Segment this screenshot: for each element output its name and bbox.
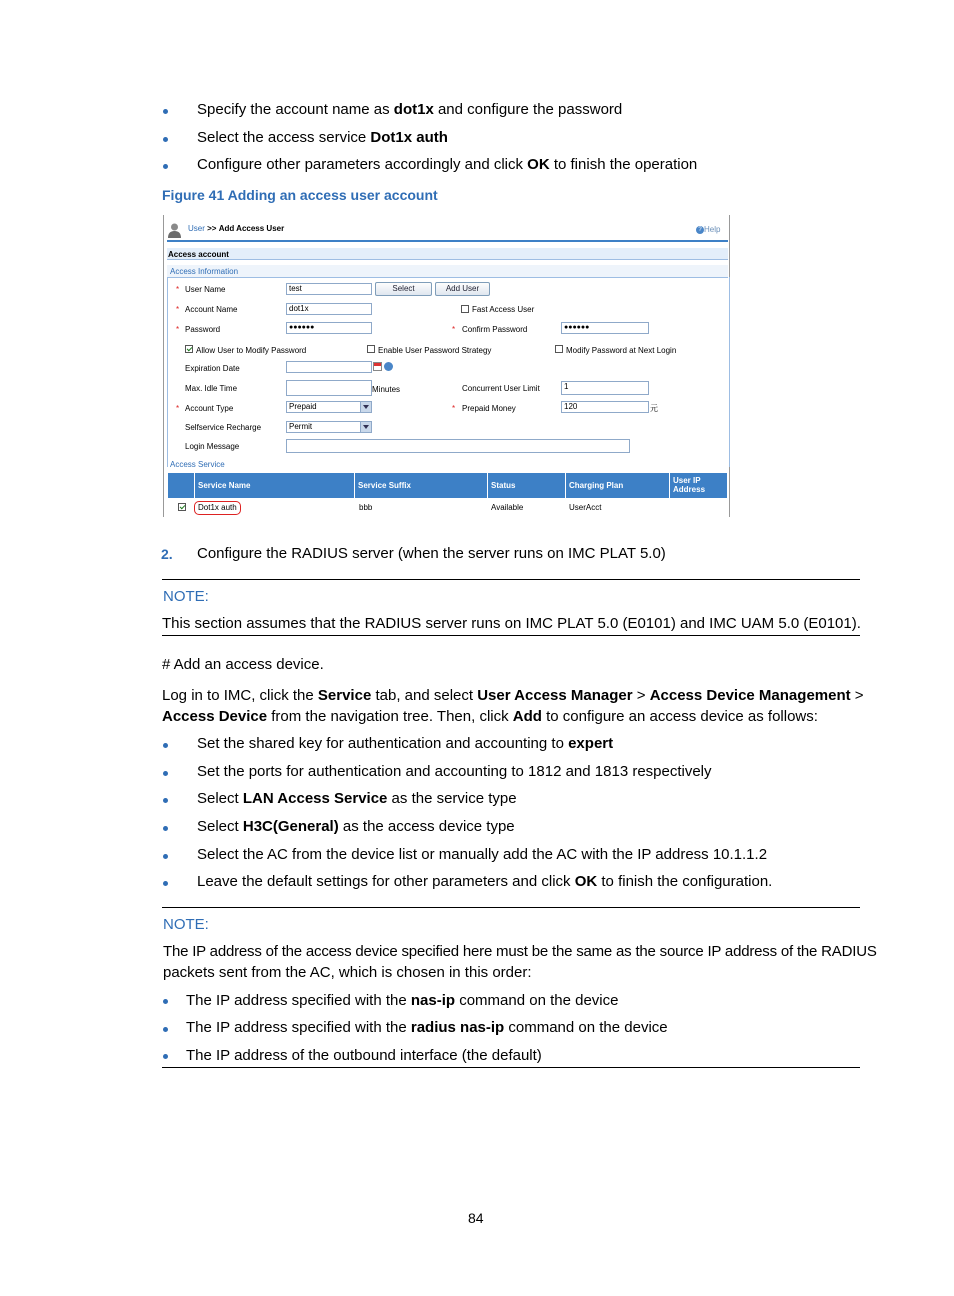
allow-modify-label: Allow User to Modify Password bbox=[196, 346, 307, 355]
divider bbox=[162, 1067, 860, 1068]
row-charging-plan: UserAcct bbox=[569, 503, 602, 512]
user-icon bbox=[167, 222, 182, 238]
step2-number: 2. bbox=[161, 546, 173, 562]
bullet-dot bbox=[163, 798, 168, 803]
note2-line2: packets sent from the AC, which is chosen in this order: bbox=[163, 964, 532, 981]
selfservice-label: Selfservice Recharge bbox=[185, 423, 262, 432]
bullet-dot bbox=[163, 854, 168, 859]
account-name-input[interactable]: dot1x bbox=[286, 303, 372, 315]
bullet-dot bbox=[163, 826, 168, 831]
login-message-label: Login Message bbox=[185, 442, 240, 451]
divider bbox=[162, 635, 860, 636]
login-message-input[interactable] bbox=[286, 439, 630, 453]
row-status: Available bbox=[491, 503, 524, 512]
minutes-label: Minutes bbox=[372, 385, 401, 394]
expiration-input[interactable] bbox=[286, 361, 372, 373]
account-type-select[interactable]: Prepaid bbox=[286, 401, 372, 413]
config-bullet-6: Leave the default settings for other parameters and click OK to finish the configuration. bbox=[197, 873, 773, 890]
add-device-line: # Add an access device. bbox=[162, 656, 324, 673]
config-bullet-5: Select the AC from the device list or manually add the AC with the IP address 10.1.1.2 bbox=[197, 846, 768, 863]
password-label: Password bbox=[185, 325, 221, 334]
bullet-dot bbox=[163, 881, 168, 886]
fast-access-label: Fast Access User bbox=[472, 305, 535, 314]
account-name-label: Account Name bbox=[185, 305, 238, 314]
max-idle-label: Max. Idle Time bbox=[185, 384, 238, 393]
help-link[interactable]: ? Help bbox=[696, 225, 720, 235]
divider bbox=[162, 579, 860, 580]
note2-line1: The IP address of the access device specified here must be the same as the source IP address of the RADIUS bbox=[163, 943, 877, 960]
note2-bullet-3: The IP address of the outbound interface (the default) bbox=[186, 1047, 542, 1064]
note2-bullet-2: The IP address specified with the radius nas-ip command on the device bbox=[186, 1019, 668, 1036]
user-name-label: User Name bbox=[185, 285, 226, 294]
figure-caption: Figure 41 Adding an access user account bbox=[162, 187, 438, 203]
bullet-dot bbox=[163, 1054, 168, 1059]
allow-modify-checkbox[interactable] bbox=[185, 345, 193, 353]
note1-label: NOTE: bbox=[163, 588, 209, 605]
note2-label: NOTE: bbox=[163, 916, 209, 933]
expiration-label: Expiration Date bbox=[185, 364, 240, 373]
max-idle-input[interactable] bbox=[286, 380, 372, 396]
screenshot-figure: User >> Add Access User ? Help Access account Access Information * User Name test Select Add User * Account Name dot1x Fast Access User * Password ●●●●●● * Confirm Password ●●●●●● Allow User to Modify Password Enable User Password Strategy Modify Password at Next Login Expiration Date Max. Idle Time Minutes Concurrent User Limit 1 * Account Type Prepaid * Prepaid Money 120 元 Selfservice Recharge Permit Login Message Access Service Service Name Service Suffix Status Charging Plan User IP Address Dot1x auth bbb Available UserAcct bbox=[163, 215, 730, 517]
th-service-name: Service Name bbox=[195, 473, 355, 498]
intro-bullet-3: Configure other parameters accordingly and click OK to finish the operation bbox=[197, 156, 698, 173]
account-type-label: Account Type bbox=[185, 404, 234, 413]
intro-bullet-2: Select the access service Dot1x auth bbox=[197, 129, 448, 146]
selfservice-select[interactable]: Permit bbox=[286, 421, 372, 433]
divider bbox=[162, 907, 860, 908]
access-service-header: Access Service bbox=[170, 460, 225, 469]
config-bullet-2: Set the ports for authentication and accounting to 1812 and 1813 respectively bbox=[197, 763, 712, 780]
select-button[interactable]: Select bbox=[375, 282, 432, 296]
enable-strategy-label: Enable User Password Strategy bbox=[378, 346, 492, 355]
fast-access-checkbox[interactable] bbox=[461, 305, 469, 313]
th-service-suffix: Service Suffix bbox=[355, 473, 488, 498]
breadcrumb-user-link[interactable]: User bbox=[188, 224, 205, 233]
bullet-dot bbox=[163, 1027, 168, 1032]
calendar-icon[interactable] bbox=[373, 362, 382, 371]
confirm-password-input[interactable]: ●●●●●● bbox=[561, 322, 649, 334]
help-icon: ? bbox=[696, 226, 704, 234]
config-bullet-3: Select LAN Access Service as the service type bbox=[197, 790, 517, 807]
page-number: 84 bbox=[468, 1210, 484, 1226]
add-user-button[interactable]: Add User bbox=[435, 282, 490, 296]
note2-bullet-1: The IP address specified with the nas-ip command on the device bbox=[186, 992, 619, 1009]
config-bullet-1: Set the shared key for authentication and accounting to expert bbox=[197, 735, 614, 752]
user-name-input[interactable]: test bbox=[286, 283, 372, 295]
step2-text: Configure the RADIUS server (when the server runs on IMC PLAT 5.0) bbox=[197, 545, 666, 562]
prepaid-money-input[interactable]: 120 bbox=[561, 401, 649, 413]
bullet-dot bbox=[163, 137, 168, 142]
config-bullet-4: Select H3C(General) as the access device type bbox=[197, 818, 515, 835]
password-input[interactable]: ●●●●●● bbox=[286, 322, 372, 334]
row-service-name: Dot1x auth bbox=[194, 501, 241, 515]
concurrent-input[interactable]: 1 bbox=[561, 381, 649, 395]
bullet-dot bbox=[163, 771, 168, 776]
note1-text: This section assumes that the RADIUS server runs on IMC PLAT 5.0 (E0101) and IMC UAM 5.0 (E0101). bbox=[162, 615, 861, 632]
breadcrumb: User >> Add Access User bbox=[188, 224, 285, 233]
bullet-dot bbox=[163, 999, 168, 1004]
bullet-dot bbox=[163, 164, 168, 169]
confirm-password-label: Confirm Password bbox=[462, 325, 528, 334]
prepaid-money-label: Prepaid Money bbox=[462, 404, 516, 413]
th-status: Status bbox=[488, 473, 566, 498]
row-checkbox[interactable] bbox=[178, 503, 186, 511]
enable-strategy-checkbox[interactable] bbox=[367, 345, 375, 353]
intro-bullet-1: Specify the account name as dot1x and configure the password bbox=[197, 101, 623, 118]
currency-label: 元 bbox=[650, 404, 658, 413]
th-user-ip: User IP Address bbox=[670, 473, 728, 498]
help-icon[interactable] bbox=[384, 362, 393, 371]
concurrent-label: Concurrent User Limit bbox=[462, 384, 540, 393]
login-para-line2: Access Device from the navigation tree. Then, click Add to configure an access device as follows: bbox=[162, 708, 818, 725]
section-title: Access account bbox=[168, 250, 229, 259]
access-info-header: Access Information bbox=[170, 267, 239, 276]
login-para-line1: Log in to IMC, click the Service tab, and select User Access Manager > Access Device Management > bbox=[162, 687, 864, 704]
th-select bbox=[168, 473, 195, 498]
modify-next-login-checkbox[interactable] bbox=[555, 345, 563, 353]
row-service-suffix: bbb bbox=[359, 503, 373, 512]
th-charging-plan: Charging Plan bbox=[566, 473, 670, 498]
modify-next-login-label: Modify Password at Next Login bbox=[566, 346, 677, 355]
bullet-dot bbox=[163, 743, 168, 748]
bullet-dot bbox=[163, 109, 168, 114]
